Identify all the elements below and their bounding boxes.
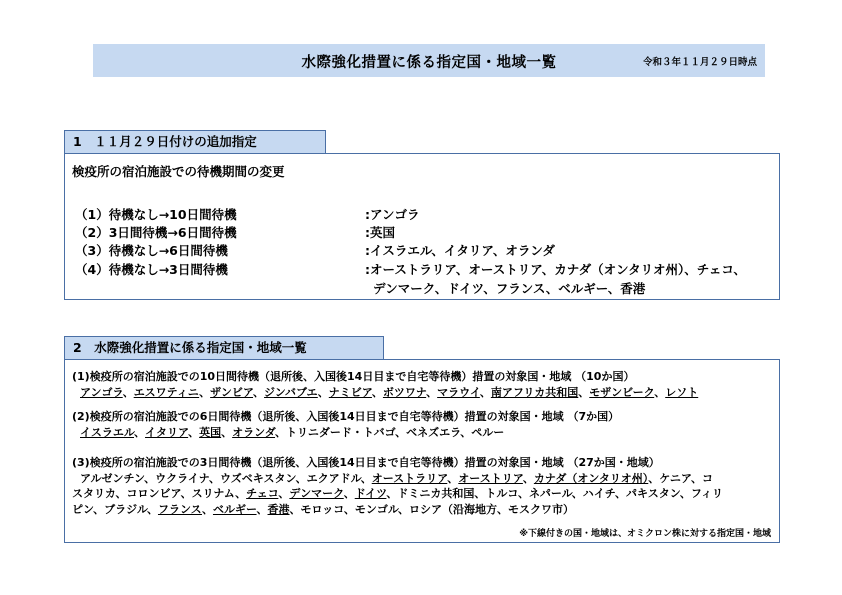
as-of-date: 令和３年１１月２９日時点 (642, 57, 757, 68)
change-label: （1）待機なし→10日間待機 (75, 207, 237, 222)
country-list (72, 471, 773, 487)
group-heading: (1)検疫所の宿泊施設での10日間待機（退所後、入国後14日目まで自宅等待機）措置の対象国・地域 （10か国） (72, 370, 635, 383)
list-text: 、 (654, 385, 666, 399)
omicron-designated-name: カナダ（オンタリオ州） (533, 471, 649, 485)
omicron-designated-name: ザンビア (210, 385, 254, 399)
list-text: アルゼンチン、ウクライナ、ウズベキスタン、エクアドル、 (80, 471, 372, 485)
list-text: 、 (188, 425, 200, 439)
group-heading: (2)検疫所の宿泊施設での6日間待機（退所後、入国後14日目まで自宅等待機）措置の対象国・地域 （7か国） (72, 410, 620, 423)
list-text: 、 (447, 471, 459, 485)
group-6day (72, 409, 773, 440)
list-text: 、 (479, 385, 491, 399)
change-label: （3）待機なし→6日間待機 (75, 243, 228, 258)
list-text: 、トリニダード・トバゴ、ベネズエラ、ペルー (275, 425, 505, 439)
group-3day (72, 455, 773, 517)
omicron-designated-name: アンゴラ (80, 385, 123, 399)
omicron-designated-name: ドイツ (354, 487, 387, 500)
change-value: :オーストラリア、オーストリア、カナダ（オンタリオ州）、チェコ、 (365, 262, 746, 277)
omicron-designated-name: 南アフリカ共和国 (490, 385, 579, 399)
omicron-designated-name: オランダ (232, 425, 276, 439)
omicron-designated-name: 香港 (267, 502, 290, 516)
list-text: ピン、ブラジル、 (72, 502, 158, 516)
section1-heading: 1 １１月２９日付けの追加指定 (64, 130, 326, 154)
omicron-designated-name: エスワティニ (133, 385, 200, 399)
section2-heading: 2 水際強化措置に係る指定国・地域一覧 (64, 336, 384, 360)
omicron-designated-name: 英国 (199, 425, 222, 439)
group-heading: (3)検疫所の宿泊施設での3日間待機（退所後、入国後14日目まで自宅等待機）措置の対象国・地域 （27か国・地域） (72, 456, 660, 469)
section1-subheading: 検疫所の宿泊施設での待機期間の変更 (72, 164, 285, 179)
group-10day (72, 369, 773, 400)
list-text: 、 (134, 425, 146, 439)
country-list (72, 502, 773, 518)
list-text: 、 (122, 385, 134, 399)
list-text: 、ケニア、コ (648, 471, 713, 485)
list-text: スタリカ、コロンビア、スリナム、 (72, 487, 247, 500)
list-text: 、 (522, 471, 534, 485)
list-text: 、 (343, 487, 355, 500)
country-list (72, 385, 773, 401)
list-text: 、 (317, 385, 329, 399)
change-value: :アンゴラ (365, 207, 420, 222)
list-text: 、 (253, 385, 265, 399)
list-text: 、 (278, 487, 290, 500)
section1-box (64, 153, 780, 300)
omicron-designated-name: ナミビア (328, 385, 372, 399)
list-text: 、 (371, 385, 383, 399)
page-title: 水際強化措置に係る指定国・地域一覧 (301, 55, 557, 71)
list-text: 、 (199, 385, 211, 399)
omicron-designated-name: モザンビーク (589, 385, 655, 399)
omicron-designated-name: デンマーク (289, 487, 344, 500)
list-text: 、 (578, 385, 590, 399)
omicron-designated-name: ベルギー (212, 502, 257, 516)
list-text: 、モロッコ、モンゴル、ロシア（沿海地方、モスクワ市） (289, 502, 574, 516)
change-value: :イスラエル、イタリア、オランダ (365, 243, 555, 258)
list-text: 、 (221, 425, 233, 439)
omicron-designated-name: チェコ (246, 487, 279, 500)
country-list (72, 425, 773, 441)
list-text: 、 (256, 502, 268, 516)
section2-box (64, 359, 780, 543)
change-value: :英国 (365, 225, 395, 240)
list-text: 、ドミニカ共和国、トルコ、ネパール、ハイチ、パキスタン、フィリ (386, 487, 724, 500)
footnote: ※下線付きの国・地域は、オミクロン株に対する指定国・地域 (519, 529, 771, 539)
title-bar (93, 44, 765, 77)
country-list (72, 486, 773, 502)
change-value-continued: デンマーク、ドイツ、フランス、ベルギー、香港 (373, 281, 646, 296)
omicron-designated-name: ジンバブエ (264, 385, 318, 399)
list-text: 、 (426, 385, 438, 399)
omicron-designated-name: オーストリア (458, 471, 523, 485)
omicron-designated-name: イスラエル (80, 425, 135, 439)
omicron-designated-name: フランス (157, 502, 202, 516)
omicron-designated-name: マラウイ (437, 385, 480, 399)
omicron-designated-name: オーストラリア (371, 471, 448, 485)
omicron-designated-name: ボツワナ (382, 385, 427, 399)
omicron-designated-name: イタリア (145, 425, 189, 439)
omicron-designated-name: レソト (665, 385, 699, 399)
list-text: 、 (201, 502, 213, 516)
change-label: （4）待機なし→3日間待機 (75, 262, 228, 277)
change-label: （2）3日間待機→6日間待機 (75, 225, 237, 240)
